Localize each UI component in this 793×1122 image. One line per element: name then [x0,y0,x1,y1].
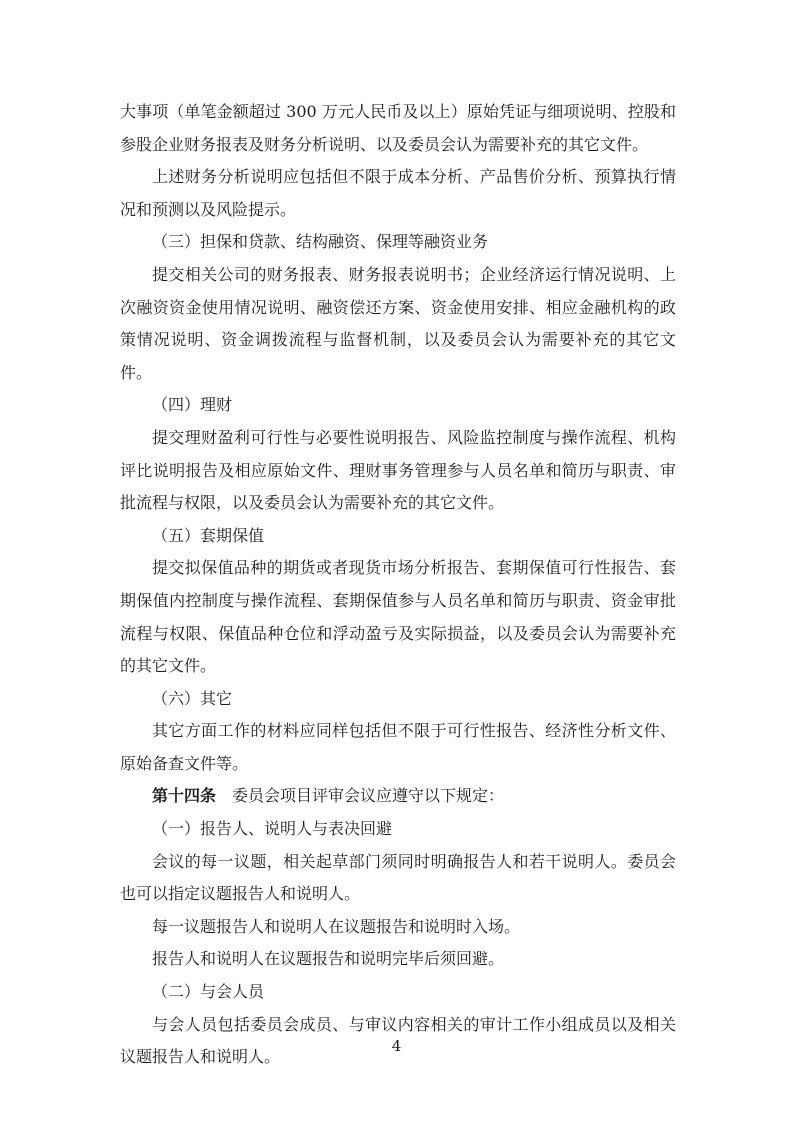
paragraph-text: 与会人员包括委员会成员、与审议内容相关的审计工作小组成员以及相关议题报告人和说明人。 [120,1014,676,1067]
paragraph-text: （三）担保和贷款、结构融资、保理等融资业务 [152,232,489,252]
paragraph-text: （五）套期保值 [152,525,265,545]
paragraph-text: （四）理财 [152,395,233,415]
paragraph-text: 大事项（单笔金额超过 300 万元人民币及以上）原始凭证与细项说明、控股和参股企业财务报表及财务分析说明、以及委员会认为需要补充的其它文件。 [120,102,676,154]
paragraph [120,552,676,682]
paragraph-text: 提交理财盈利可行性与必要性说明报告、风险监控制度与操作流程、机构评比说明报告及相应原始文件、理财事务管理参与人员名单和简历与职责、审批流程与权限，以及委员会认为需要补充的其它文件。 [120,427,676,513]
paragraph [120,422,676,520]
paragraph-text: 每一议题报告人和说明人在议题报告和说明时入场。 [152,916,521,936]
paragraph [120,846,676,911]
page-number: 4 [391,1037,402,1055]
paragraph-text: 上述财务分析说明应包括但不限于成本分析、产品售价分析、预算执行情况和预测以及风险提示。 [120,167,676,219]
paragraph-text: 提交拟保值品种的期货或者现货市场分析报告、套期保值可行性报告、套期保值内控制度与操作流程、套期保值参与人员名单和简历与职责、资金审批流程与权限、保值品种仓位和浮动盈亏及实际损益，以及委员会认为需要补充的其它文件。 [120,558,676,676]
paragraph-text: 其它方面工作的材料应同样包括但不限于可行性报告、经济性分析文件、原始备查文件等。 [120,721,676,773]
paragraph [120,520,676,553]
paragraph-text: （一）报告人、说明人与表决回避 [152,819,393,839]
paragraph [120,96,676,161]
paragraph [120,683,676,716]
page-footer [0,1036,793,1056]
paragraph [120,780,676,813]
article-number: 第十四条 [152,786,217,806]
paragraph [120,911,676,944]
paragraph-text: 委员会项目评审会议应遵守以下规定： [216,786,505,806]
paragraph [120,813,676,846]
paragraph-text: 提交相关公司的财务报表、财务报表说明书；企业经济运行情况说明、上次融资资金使用情况说明、融资偿还方案、资金使用安排、相应金融机构的政策情况说明、资金调拨流程与监督机制，以及委员会认为需要补充的其它文件。 [120,264,676,382]
paragraph [120,389,676,422]
paragraph-text: 报告人和说明人在议题报告和说明完毕后须回避。 [152,949,505,969]
paragraph [120,161,676,226]
paragraph [120,943,676,976]
paragraph [120,976,676,1009]
paragraph-text: 会议的每一议题，相关起草部门须同时明确报告人和若干说明人。委员会也可以指定议题报告人和说明人。 [120,851,676,904]
paragraph [120,715,676,780]
paragraph [120,226,676,259]
paragraph [120,259,676,389]
paragraph-text: （六）其它 [152,688,233,708]
paragraph-text: （二）与会人员 [152,982,265,1002]
document-body [120,96,676,1074]
